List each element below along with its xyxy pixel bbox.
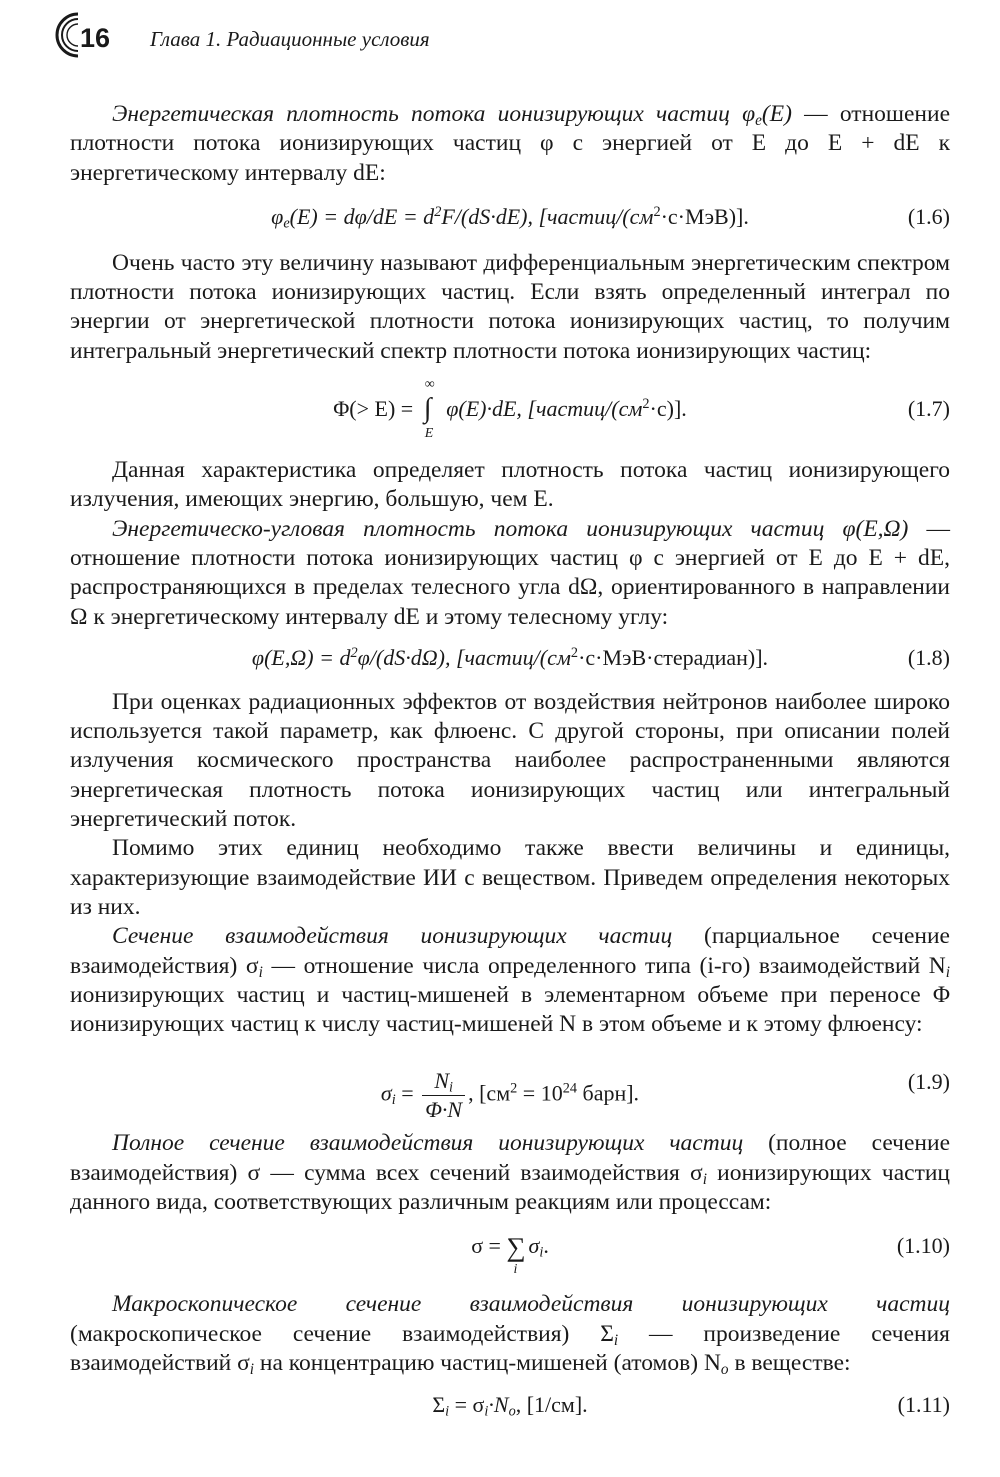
fraction: $\frac{N_i}{\Phi\cdot N}$ bbox=[422, 1068, 465, 1123]
page-body bbox=[70, 100, 950, 1437]
equation-number: (1.6) bbox=[907, 203, 950, 229]
integral-sign: ∞ ∫ E bbox=[423, 377, 435, 442]
equation-1-8: $\varphi(E,\Omega) = d^2\varphi/(dS\cdot d\Omega)$, $[частиц/(см^2\cdot с\cdot МэВ\cdot стерадиан)]$. (1.8) bbox=[251, 644, 950, 670]
paragraph-units: Помимо этих единиц необходимо также ввести величины и единицы, характеризующие взаимодействие ИИ с веществом. Приведем определения некоторых из них. bbox=[70, 835, 950, 920]
paragraph-angular-flux-density: Энергетическо-угловая плотность потока ионизирующих частиц φ(E,Ω) — отношение плотности потока ионизирующих частиц φ с энергией от E до E + dE, распространяющихся в пределах телесного угла dΩ, ориентированного в направлении Ω к энергетическому интервалу dE и этому телесному углу: bbox=[70, 515, 951, 630]
paragraph-fluence: При оценках радиационных эффектов от воздействия нейтронов наиболее широко используется такой параметр, как флюенс. С другой стороны, при описании полей излучения космического пространства наиболее распространенными являются энергетическая плотность потока ионизирующих частиц или интегральный энергетический поток. bbox=[70, 688, 950, 833]
paragraph-energy-flux-density: Энергетическая плотность потока ионизирующих частиц $\varphi_e(E)$ — отношение плотности потока ионизирующих частиц φ с энергией от E до E + dE к энергетическому интервалу dE: bbox=[70, 101, 950, 186]
equation-number: (1.9) bbox=[907, 1069, 950, 1095]
equation-1-6: $\varphi_e(E) = d\varphi/dE = d^2F/(dS\cdot dE)$, $[частиц/(см^2\cdot с\cdot МэВ)]$. (1.6) bbox=[271, 203, 950, 232]
equation-number: (1.10) bbox=[896, 1233, 950, 1259]
paragraph-total-cross-section: Полное сечение взаимодействия ионизирующих частиц (полное сечение взаимодействия) σ — сумма всех сечений взаимодействия $\sigma_i$ ионизирующих частиц данного вида, соответствующих различным реакциям или процессам: bbox=[70, 1130, 950, 1216]
equation-1-9: $\sigma_i$ = $\frac{N_i}{\Phi\cdot N}$ , [$см^2 = 10^{24}$ барн]. (1.9) bbox=[380, 1068, 950, 1123]
equation-number: (1.11) bbox=[897, 1392, 950, 1418]
page-number: 16 bbox=[80, 23, 111, 53]
term: Энергетическая плотность потока ионизирующих частиц bbox=[112, 101, 730, 127]
equation-1-7: Φ(> E) = ∞ ∫ E φ(E)·dE, $[частиц/(см^2\cdot с)]$. (1.7) bbox=[333, 377, 950, 442]
paragraph-cross-section: Сечение взаимодействия ионизирующих частиц (парциальное сечение взаимодействия) $\sigma_i$ — отношение числа определенного типа (i-го) взаимодействий $N_i$ ионизирующих частиц и частиц-мишеней в элементарном объеме при переносе Φ ионизирующих частиц к числу частиц-мишеней N в этом объеме и к этому флюенсу: bbox=[70, 923, 951, 1038]
equation-number: (1.8) bbox=[907, 644, 950, 670]
equation-number: (1.7) bbox=[907, 396, 950, 422]
paragraph-macroscopic-cross-section: Макроскопическое сечение взаимодействия ионизирующих частиц (макроскопическое сечение взаимодействия) $\Sigma_i$ — произведение сечения взаимодействий $\sigma_i$ на концентрацию частиц-мишеней (атомов) $N_o$ в веществе: bbox=[70, 1291, 950, 1378]
paragraph-characteristic: Данная характеристика определяет плотность потока частиц ионизирующего излучения, имеющих энергию, большую, чем E. bbox=[70, 457, 950, 513]
running-header bbox=[48, 10, 948, 60]
sum-sign: ∑ i bbox=[506, 1232, 526, 1278]
equation-1-11: $\Sigma_i = \sigma_i\cdot N_o$, [1/см]. (1.11) bbox=[432, 1392, 950, 1420]
paragraph-differential-spectrum: Очень часто эту величину называют дифференциальным энергетическим спектром плотности потока ионизирующих частиц. Если взять определенный интеграл по энергии от энергетической плотности потока ионизирующих частиц, то получим интегральный энергетический спектр плотности потока ионизирующих частиц: bbox=[70, 249, 950, 364]
equation-1-10: σ = ∑ i $\sigma_i$. (1.10) bbox=[471, 1232, 950, 1278]
running-title: Глава 1. Радиационные условия bbox=[150, 27, 430, 51]
